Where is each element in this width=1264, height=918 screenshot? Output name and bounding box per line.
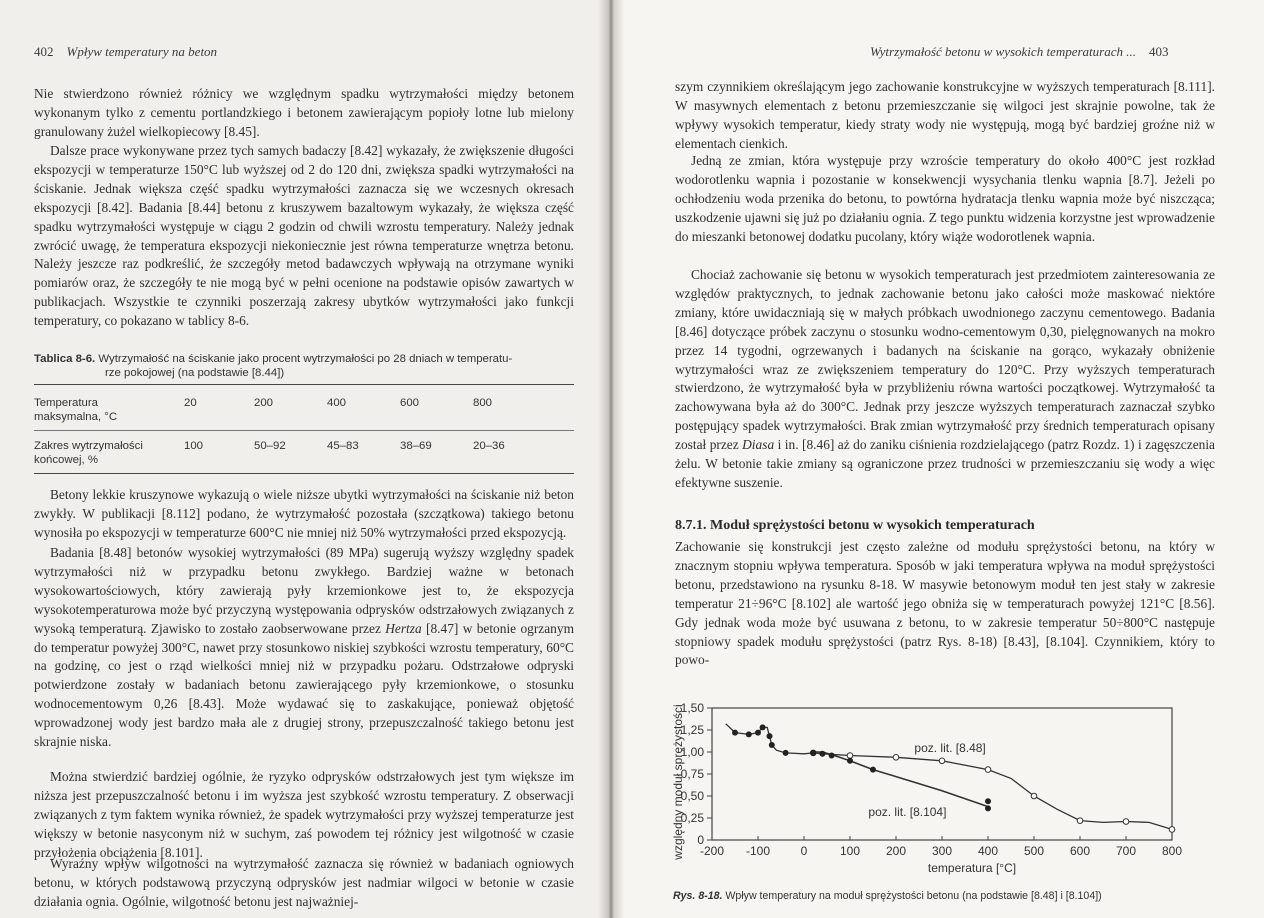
y-tick-label: 1,50	[680, 701, 704, 715]
right-para-1: szym czynnikiem określającym jego zachowanie konstrukcyjne w wyższych temperaturach [8.111]. W masywnych elementach z betonu przemieszczanie się wilgoci jest skrajnie powolne, tak że wpływy wysokich temperatur, kiedy straty wody nie występują, mogą być bardziej groźne niż w elementach cienkich.	[675, 79, 1215, 151]
table-row2-label-a: Zakres wytrzymałości	[34, 440, 143, 452]
left-running-head	[34, 44, 217, 60]
book-gutter	[598, 0, 624, 918]
table-caption-line1: Wytrzymałość na ściskanie jako procent wytrzymałości po 28 dniach w temperatu-	[98, 353, 513, 365]
table-row2-header	[34, 431, 184, 474]
right-para-3: Chociaż zachowanie się betonu w wysokich temperaturach jest przedmiotem zainteresowania ze względów praktycznych, to jednak zachowanie betonu jako całości może maskować niektóre zmiany, które uwidaczniają się w małych próbkach uwodnionego zaczynu cementowego. Badania [8.46] dotyczące próbek zaczynu o stosunku wodno-cementowym 0,30, pielęgnowanych na mokro przez 14 tygodni, ogrzewanych i badanych na ściskanie na gorąco, wykazały obniżenie wytrzymałości wraz ze zwiększeniem temperatury do 120°C. Przy wyższych temperaturach stwierdzono, że wytrzymałość była w przybliżeniu równa wartości początkowej. Wytrzymałość ta zachowywana była aż do 300°C. Jednak przy jeszcze wyższych temperaturach zaznaczał szybko postępujący spadek wytrzymałości. Brak zmian wytrzymałość przy średnich temperaturach opisany został przez Diasa i in. [8.46] aż do zaniku ciśnienia rozdzielającego (patrz Rozdz. 1) i zagęszczenia żelu. W betonie takie zmiany są ograniczone przez trudności w przemieszczaniu się wody a więc efektywne suszenie.	[675, 267, 1215, 490]
legend-series-8-104: poz. lit. [8.104]	[868, 805, 947, 820]
series-8-48-point	[1169, 827, 1175, 833]
table-8-6	[34, 384, 574, 474]
table-row1-label-a: Temperatura	[34, 397, 98, 409]
right-page-number: 403	[1148, 44, 1169, 59]
table-cell: 20–36	[473, 431, 574, 474]
series-8-104-point	[829, 753, 834, 758]
table-cell: 38–69	[400, 431, 473, 474]
series-8-48-line	[726, 724, 1172, 830]
table-caption-line2: rze pokojowej (na podstawie [8.44])	[105, 367, 285, 379]
table-label: Tablica 8-6.	[34, 353, 96, 365]
elasticity-modulus-chart	[660, 690, 1200, 885]
series-8-104-point	[870, 767, 875, 772]
left-para-4: Badania [8.48] betonów wysokiej wytrzymałości (89 MPa) sugerują wyższy względny spadek wytrzymałości niż w przypadku betonu zwykłego. Bardziej ważne w betonach wysokowartościowych, który zawierają pyły krzemionkowe jest to, że ekspozycja wysokotemperaturowa może być przyczyną występowania odprysków odstrzałowych związanych z wysoką temperaturą. Zjawisko to zostało zaobserwowane przez Hertza [8.47] w betonie ogrzanym do temperatur powyżej 300°C, nawet przy stosunkowo niskiej szybkości wzrostu temperatury, 60°C na godzinę, co jest o rząd wielkości mniej niż w przypadku pożaru. Odstrzałowe odpryski potwierdzone zostały w badaniach betonu zawierającego pyły krzemionkowe, o stosunku wodnocementowym 0,26 [8.43]. Może wydawać się to zaskakujące, ponieważ objętość wprowadzonej wody jest bardzo mała ale z drugiej strony, przepuszczalność takiego betonu jest skrajnie niska.	[34, 545, 574, 750]
series-8-104-point	[783, 750, 788, 755]
series-8-104-point	[760, 725, 765, 730]
table-cell: 800	[473, 385, 574, 431]
right-para-2: Jedną ze zmian, która występuje przy wzroście temperatury do około 400°C jest rozkład wodorotlenku wapnia i pozostanie w konsekwencji wysychania tlenku wapnia [8.7]. Jeżeli po ochłodzeniu woda przenika do betonu, to powtórna hydratacja tlenku wapnia może być niszcząca; uszkodzenie ujawni się już po działaniu ognia. Z tego punktu widzenia korzystne jest wprowadzenie do mieszanki betonowej dodatku pucolany, który wiąże wodorotlenek wapnia.	[675, 153, 1215, 244]
y-tick-label: 0,50	[680, 789, 704, 803]
series-8-104-line	[813, 752, 988, 807]
table-cell: 600	[400, 385, 473, 431]
left-page-number: 402	[34, 44, 54, 59]
figure-label: Rys. 8-18.	[673, 890, 723, 902]
series-8-48-point	[893, 754, 899, 760]
x-tick-label: 200	[885, 844, 907, 858]
table-cell: 50–92	[254, 431, 327, 474]
left-para-2: Dalsze prace wykonywane przez tych samych badaczy [8.42] wykazały, że zwiększenie długości ekspozycji w temperaturze 150°C lub wyższej od 2 do 120 dni, zwiększa spadki wytrzymałości na ściskanie. Jednak większa część spadku wytrzymałości zaznacza się we wczesnych okresach ekspozycji [8.42]. Badania [8.44] betonu z kruszywem bazaltowym wykazały, że większa część spadku wytrzymałości występuje w ciągu 2 godzin od chwili wzrostu temperatury. Należy jednak zwrócić uwagę, że temperatura ekspozycji niekoniecznie jest równa temperaturze wnętrza betonu. Należy jeszcze raz podkreślić, że szczegóły metod badawczych wpływają na otrzymane wyniki pomiarów oraz, że szczegóły te nie mogą być w pełni ocenione na podstawie opisów zawartych w publikacjach. Wszystkie te czynniki poszerzają zakresy ubytków wytrzymałości jako funkcji temperatury, co pokazano w tablicy 8-6.	[34, 143, 574, 329]
x-tick-label: 700	[1115, 844, 1137, 858]
y-tick-label: 1,00	[680, 745, 704, 759]
series-8-104-point	[769, 742, 774, 747]
series-8-48-point	[1123, 819, 1129, 825]
left-para-1: Nie stwierdzono również różnicy we względnym spadku wytrzymałości między betonem wykonanym tylko z cementu portlandzkiego i betonem zawierającym popioły lotne lub mielony granulowany żużel wielkopiecowy [8.45].	[34, 86, 574, 139]
plot-frame	[712, 708, 1172, 840]
series-8-104-point	[985, 799, 990, 804]
left-para-5: Można stwierdzić bardziej ogólnie, że ryzyko odprysków odstrzałowych jest tym większe im niższa jest przepuszczalność betonu i im wyższa jest szybkość wzrostu temperatury. Z obserwacji związanych z tym faktem wynika również, że spadek wytrzymałości przy wyższej temperaturze jest większy w betonie nasyconym niż w suchym, zaś powodem tej różnicy jest wilgotność w czasie przyłożenia obciążenia [8.101].	[34, 769, 574, 860]
x-tick-label: 100	[839, 844, 861, 858]
legend-series-8-48: poz. lit. [8.48]	[914, 741, 986, 755]
right-running-head	[870, 44, 1168, 60]
series-8-48-point	[939, 758, 945, 764]
table-row-temperature	[34, 385, 574, 431]
figure-caption	[673, 890, 1102, 902]
x-tick-label: 600	[1069, 844, 1091, 858]
series-8-104-point	[985, 806, 990, 811]
table-cell: 400	[327, 385, 400, 431]
series-8-104-point	[746, 732, 751, 737]
x-tick-label: 300	[931, 844, 953, 858]
y-tick-label: 0,25	[680, 811, 704, 825]
series-8-48-point	[847, 753, 853, 759]
figure-caption-text: Wpływ temperatury na moduł sprężystości betonu (na podstawie [8.48] i [8.104])	[725, 890, 1102, 902]
table-row1-label-b: maksymalna, °C	[34, 410, 118, 423]
y-axis-label: względny moduł sprężystości	[671, 704, 685, 860]
series-8-104-point	[732, 730, 737, 735]
left-running-head-title: Wpływ temperatury na beton	[66, 44, 218, 59]
table-row1-header	[34, 385, 184, 431]
series-8-104-point	[811, 750, 816, 755]
table-cell: 100	[184, 431, 254, 474]
y-tick-label: 1,25	[680, 723, 704, 737]
y-tick-label: 0	[697, 833, 704, 847]
series-8-104-point	[767, 734, 772, 739]
y-tick-label: 0,75	[680, 767, 704, 781]
left-para-3: Betony lekkie kruszynowe wykazują o wiele niższe ubytki wytrzymałości na ściskanie niż beton zwykły. W publikacji [8.112] podano, że wytrzymałość pozostała (szczątkowa) takiego betonu wynosiła po ekspozycji w temperaturze 600°C nie mniej niż 50% wytrzymałości przed ekspozycją.	[34, 487, 574, 540]
series-8-104-point	[755, 730, 760, 735]
table-cell: 20	[184, 385, 254, 431]
table-row2-label-b: końcowej, %	[34, 453, 98, 466]
series-8-48-point	[1077, 818, 1083, 824]
table-cell: 200	[254, 385, 327, 431]
x-tick-label: 500	[1023, 844, 1045, 858]
x-tick-label: -200	[699, 844, 725, 858]
x-tick-label: 800	[1161, 844, 1183, 858]
right-para-4: Zachowanie się konstrukcji jest często zależne od modułu sprężystości betonu, na który w znacznym stopniu wpływa temperatura. Sposób w jaki temperatura wpływa na moduł sprężystości betonu, przedstawiono na rysunku 8-18. W masywie betonowym moduł ten jest stały w zakresie temperatur 21÷96°C [8.102] ale wartość jego obniża się w temperaturach powyżej 121°C [8.56]. Gdy jednak woda może być usuwana z betonu, to w zakresie temperatur 50÷800°C następuje stopniowy spadek modułu sprężystości (patrz Rys. 8-18) [8.43], [8.104]. Czynnikiem, który to powo-	[675, 539, 1215, 668]
series-8-104-point	[820, 751, 825, 756]
right-running-head-title: Wytrzymałość betonu w wysokich temperaturach ...	[870, 44, 1136, 59]
table-cell: 45–83	[327, 431, 400, 474]
series-8-48-point	[1031, 793, 1037, 799]
series-8-48-point	[985, 767, 991, 773]
x-axis-label: temperatura [°C]	[927, 861, 1017, 875]
table-caption	[34, 352, 574, 380]
x-tick-label: -100	[745, 844, 771, 858]
left-para-6: Wyraźny wpływ wilgotności na wytrzymałość zaznacza się również w badaniach ogniowych betonu, w których podstawową przyczyną odprysków jest nadmiar wilgoci w betonie w czasie działania ognia. Ogólnie, wilgotność betonu jest najważniej-	[34, 856, 574, 909]
section-heading: 8.7.1. Moduł sprężystości betonu w wysokich temperaturach	[675, 518, 1035, 533]
series-8-104-point	[847, 758, 852, 763]
x-tick-label: 0	[800, 844, 808, 858]
x-tick-label: 400	[977, 844, 999, 858]
table-row-strength	[34, 431, 574, 474]
